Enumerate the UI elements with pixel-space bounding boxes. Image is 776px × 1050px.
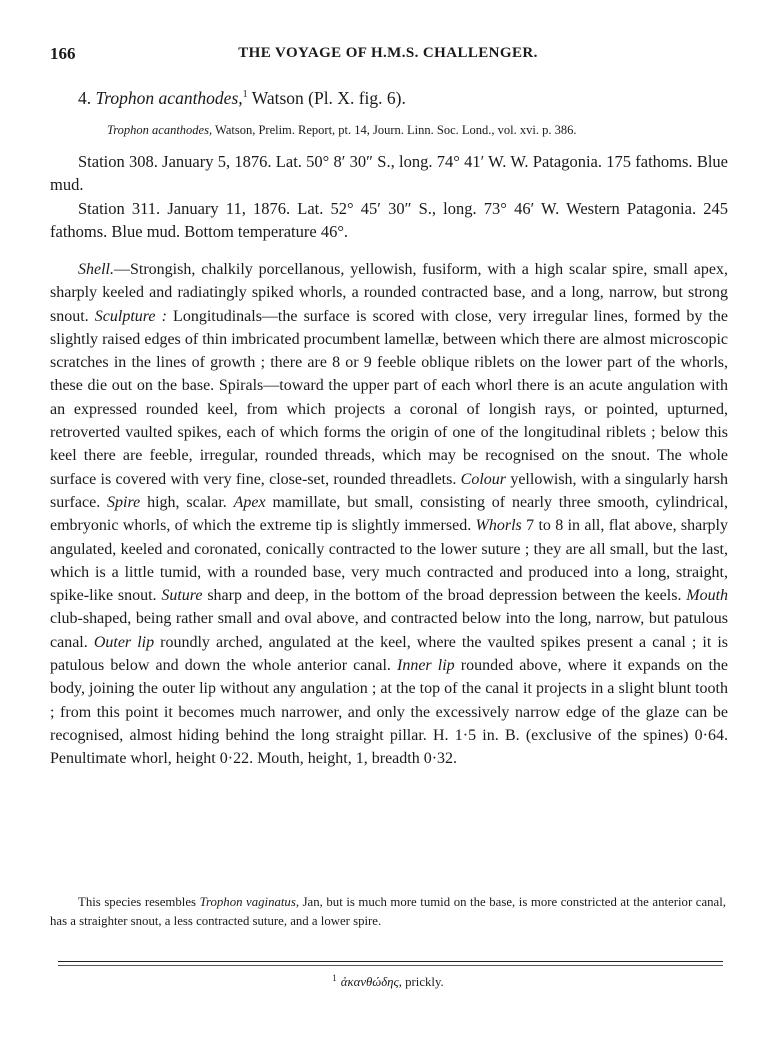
label-colour: Colour (460, 470, 507, 488)
station-record: Station 308. January 5, 1876. Lat. 50° 8′ 30″ S., long. 74° 41′ W. W. Patagonia. 175 fathoms. Blue mud. (50, 152, 728, 194)
compared-species-name: Trophon vaginatus, (199, 895, 300, 909)
label-outer-lip: Outer lip (93, 633, 155, 651)
shell-description: Shell.—Strongish, chalkily porcellanous, yellowish, fusiform, with a high scalar spire, small apex, sharply keeled and radiatingly spiked whorls, a rounded contracted base, and a long, narrow, but strong snout. Sculpture : Longitudinals—the surface is scored with close, very irregular lines, formed by the slightly raised edges of thin imbricated procumbent lamellæ, between which there are almost microscopic scratches in the lines of growth ; there are 8 or 9 feeble oblique riblets on the lower part of the whorls, these die out on the base. Spirals—toward the upper part of each whorl there is an acute angulation with an expressed rounded keel, from which projects a coronal of longish rays, or pointed, upturned, retroverted vaulted spikes, each of which forms the origin of one of the longitudinal riblets ; below this keel there are feeble, irregular, rounded threads, which may be recognised on the snout. The whole surface is covered with very fine, close-set, rounded threadlets. Colour yellowish, with a singularly harsh surface. Spire high, scalar. Apex mamillate, but small, consisting of nearly three smooth, cylindrical, embryonic whorls, of which the extreme tip is slightly immersed. Whorls 7 to 8 in all, flat above, sharply angulated, keeled and coronated, conically contracted to the lower suture ; they are all small, but the last, which is a little tumid, with a rounded base, very much contracted and produced into a long, straight, spike-like snout. Suture sharp and deep, in the bottom of the broad depression between the keels. Mouth club-shaped, being rather small and oval above, and contracted below into the long, narrow, but patulous canal. Outer lip roundly arched, angulated at the keel, where the vaulted spikes present a canal ; it is patulous below and down the whole anterior canal. Inner lip rounded above, where it expands on the body, joining the outer lip without any angulation ; at the top of the canal it projects in a slight blunt tooth ; from this point it becomes much narrower, and only the excessively narrow edge of the glaze can be recognised, almost hiding behind the long straight pillar. H. 1·5 in. B. (exclusive of the spines) 0·64. Penultimate whorl, height 0·22. Mouth, height, 1, breadth 0·32. (50, 261, 729, 768)
page-number: 166 (50, 44, 76, 63)
species-heading (78, 88, 406, 109)
label-mouth: Mouth (686, 587, 729, 605)
label-suture: Suture (161, 587, 203, 605)
comparison-note: This species resembles Trophon vaginatus, Jan, but is much more tumid on the base, is more constricted at the anterior canal, has a straighter snout, a less contracted suture, and a lower spire. (50, 895, 726, 928)
footnote (0, 973, 776, 990)
label-whorls: Whorls (475, 517, 522, 535)
species-authority: Watson (Pl. X. fig. 6). (251, 88, 406, 108)
label-spire: Spire (107, 493, 141, 511)
label-sculpture: Sculpture : (94, 307, 167, 325)
species-name: Trophon acanthodes, (95, 88, 243, 108)
footnote-divider (58, 961, 723, 962)
footnote-number: 1 (332, 973, 337, 983)
footnote-text: prickly. (401, 975, 444, 989)
footnote-marker: 1 (242, 89, 248, 100)
footnote-greek-word: ἀκανθώδης, (340, 975, 402, 989)
footnote-divider-thin (58, 965, 723, 966)
running-title: THE VOYAGE OF H.M.S. CHALLENGER. (238, 45, 538, 61)
running-head (50, 44, 726, 68)
bibliographic-reference (107, 123, 577, 138)
reference-text: Watson, Prelim. Report, pt. 14, Journ. Linn. Soc. Lond., vol. xvi. p. 386. (215, 123, 577, 137)
label-inner-lip: Inner lip (397, 657, 455, 675)
label-shell: Shell. (78, 261, 114, 278)
reference-species-name: Trophon acanthodes, (107, 123, 213, 137)
species-number: 4. (78, 88, 92, 108)
station-record: Station 311. January 11, 1876. Lat. 52° 45′ 30″ S., long. 73° 46′ W. Western Patagonia. 245 fathoms. Blue mud. Bottom temperature 46°. (50, 199, 728, 241)
label-apex: Apex (233, 493, 266, 511)
